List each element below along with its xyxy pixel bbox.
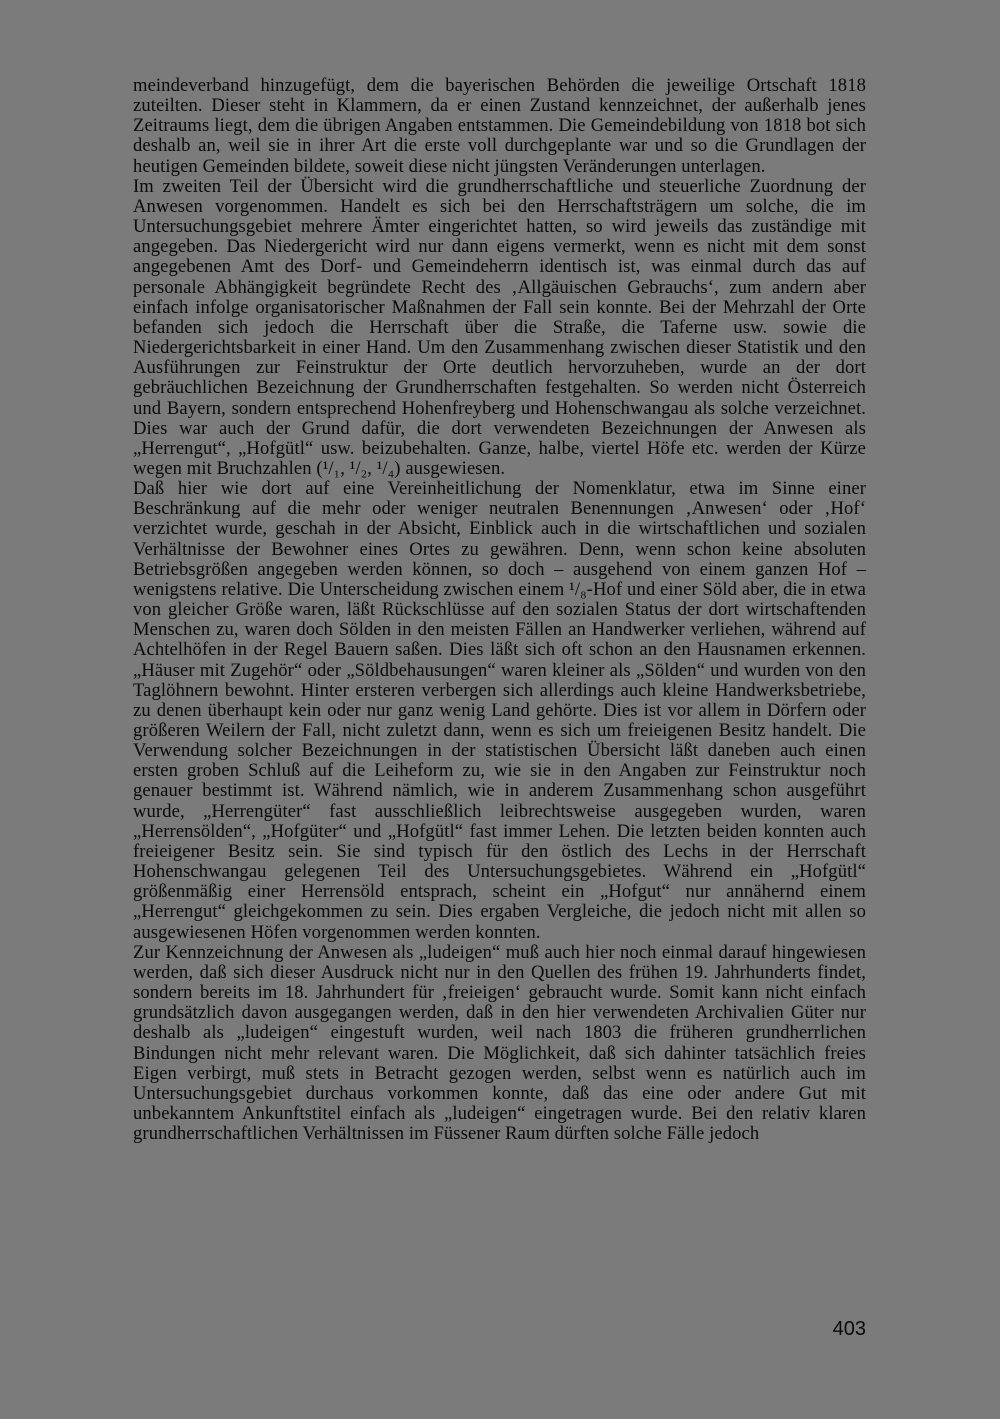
paragraph-3: Daß hier wie dort auf eine Vereinheitlichung der Nomenklatur, etwa im Sinne einer Beschränkung auf die mehr oder weniger neutralen Benennungen ‚Anwesen‘ oder ‚Hof‘ verzichtet wurde, geschah in der Absicht, Einblick auch in die wirtschaftlichen und sozialen Verhältnisse der Bewohner eines Ortes zu gewähren. Denn, wenn schon keine absoluten Betriebsgrößen angegeben werden können, so doch – ausgehend von einem ganzen Hof – wenigstens relative. Die Unterscheidung zwischen einem ¹/₈-Hof und einer Söld aber, die in etwa von gleicher Größe waren, läßt Rückschlüsse auf den sozialen Status der dort wirtschaftenden Menschen zu, waren doch Sölden in den meisten Fällen an Handwerker verliehen, während auf Achtelhöfen in der Regel Bauern saßen. Dies läßt sich oft schon an den Hausnamen erkennen. „Häuser mit Zugehör“ oder „Söldbehausungen“ waren kleiner als „Sölden“ und wurden von den Taglöhnern bewohnt. Hinter ersteren verbergen sich allerdings auch kleine Handwerksbetriebe, zu denen überhaupt kein oder nur ganz wenig Land gehörte. Dies ist vor allem in Dörfern oder größeren Weilern der Fall, nicht zuletzt dann, wenn es sich um freieigenen Besitz handelt. Die Verwendung solcher Bezeichnungen in der statistischen Übersicht läßt daneben auch einen ersten groben Schluß auf die Leiheform zu, wie sie in den Angaben zur Feinstruktur noch genauer bestimmt ist. Während nämlich, wie in anderem Zusammenhang schon ausgeführt wurde, „Herrengüter“ fast ausschließlich leibrechtsweise ausgegeben wurden, waren „Herrensölden“, „Hofgüter“ und „Hofgütl“ fast immer Lehen. Die letzten beiden konnten auch freieigener Besitz sein. Sie sind typisch für den östlich des Lechs in der Herrschaft Hohenschwangau gelegenen Teil des Untersuchungsgebietes. Während ein „Hofgütl“ größenmäßig einer Herrensöld entsprach, scheint ein „Hofgut“ nur annähernd einem „Herrengut“ gleichgekommen zu sein. Dies ergaben Vergleiche, die jedoch nicht mit allen so ausgewiesenen Höfen vorgenommen werden konnten. <box>133 478 866 943</box>
page-number: 403 <box>832 1318 866 1340</box>
body-text <box>133 76 866 1144</box>
paragraph-1: meindeverband hinzugefügt, dem die bayerischen Behörden die jeweilige Ortschaft 1818 zuteilten. Dieser steht in Klammern, da er einen Zustand kennzeichnet, der außerhalb jenes Zeitraums liegt, dem die übrigen Angaben entstammen. Die Gemeindebildung von 1818 bot sich deshalb an, weil sie in ihrer Art die erste voll durchgeplante war und so die Grundlagen der heutigen Gemeinden bildete, soweit diese nicht jüngsten Veränderungen unterlagen. <box>133 75 866 177</box>
paragraph-4: Zur Kennzeichnung der Anwesen als „ludeigen“ muß auch hier noch einmal darauf hingewiesen werden, daß sich dieser Ausdruck nicht nur in den Quellen des frühen 19. Jahrhunderts findet, sondern bereits im 18. Jahrhundert für ‚freieigen‘ gebraucht wurde. Somit kann nicht einfach grundsätzlich davon ausgegangen werden, daß in den hier verwendeten Archivalien Güter nur deshalb als „ludeigen“ eingestuft wurden, weil nach 1803 die früheren grundherrlichen Bindungen nicht mehr relevant waren. Die Möglichkeit, daß sich dahinter tatsächlich freies Eigen verbirgt, muß stets in Betracht gezogen werden, selbst wenn es natürlich auch im Untersuchungsgebiet durchaus vorkommen konnte, daß das eine oder andere Gut mit unbekanntem Ankunftstitel einfach als „ludeigen“ eingetragen wurde. Bei den relativ klaren grundherrschaftlichen Verhältnissen im Füssener Raum dürften solche Fälle jedoch <box>133 941 866 1145</box>
paragraph-2: Im zweiten Teil der Übersicht wird die grundherrschaftliche und steuerliche Zuordnung der Anwesen vorgenommen. Handelt es sich bei den Herrschaftsträgern um solche, die im Untersuchungsgebiet mehrere Ämter eingerichtet hatten, so wird jeweils das zuständige mit angegeben. Das Niedergericht wird nur dann eigens vermerkt, wenn es nicht mit dem sonst angegebenen Amt des Dorf- und Gemeindeherrn identisch ist, was einmal durch das auf personale Abhängigkeit begründete Recht des ‚Allgäuischen Gebrauchs‘, zum andern aber einfach infolge organisatorischer Maßnahmen der Fall sein konnte. Bei der Mehrzahl der Orte befanden sich jedoch die Herrschaft über die Straße, die Taferne usw. sowie die Niedergerichtsbarkeit in einer Hand. Um den Zusammenhang zwischen dieser Statistik und den Ausführungen zur Feinstruktur der Orte deutlich hervorzuheben, wurde an der dort gebräuchlichen Bezeichnung der Grundherrschaften festgehalten. So werden nicht Österreich und Bayern, sondern entsprechend Hohenfreyberg und Hohenschwangau als solche verzeichnet. Dies war auch der Grund dafür, die dort verwendeten Bezeichnungen der Anwesen als „Herrengut“, „Hofgütl“ usw. beizubehalten. Ganze, halbe, viertel Höfe etc. werden der Kürze wegen mit Bruchzahlen (¹/₁, ¹/₂, ¹/₄) ausgewiesen. <box>133 175 866 479</box>
